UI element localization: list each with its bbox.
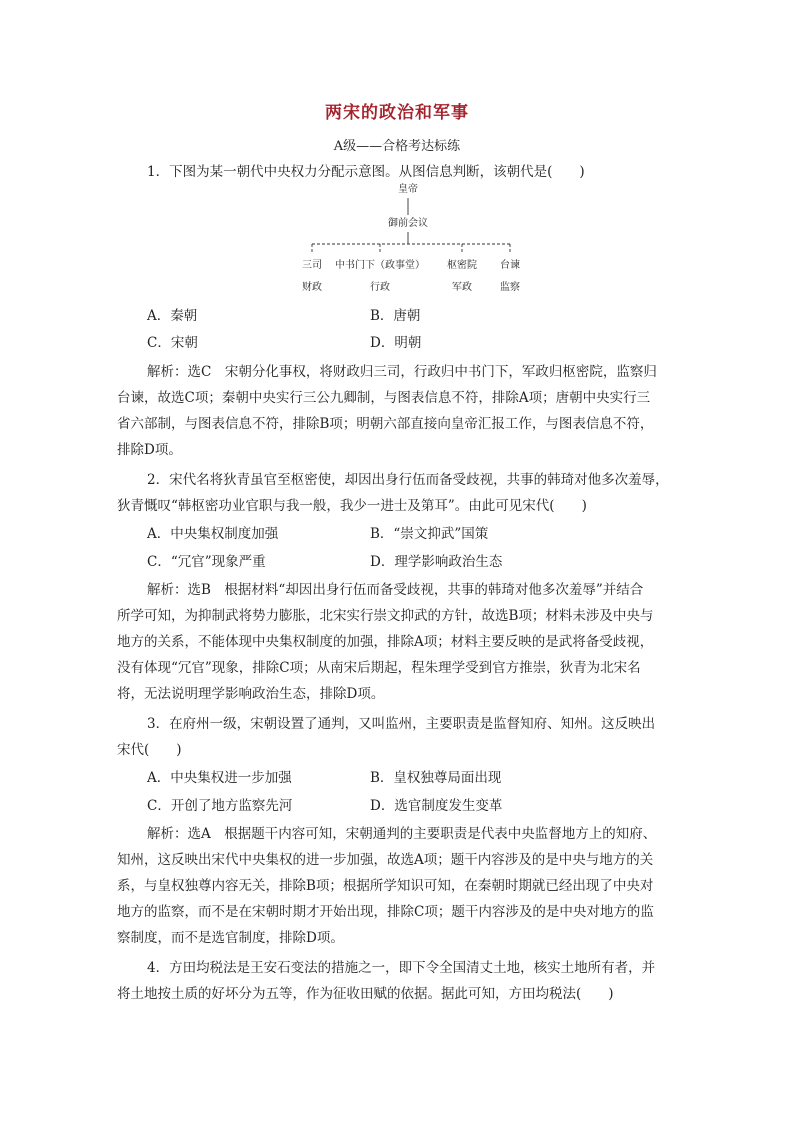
- diagram-node-council: 御前会议: [388, 218, 428, 229]
- q3-option-d: D．选官制度发生变革: [370, 798, 503, 814]
- q3-option-c: C．开创了地方监察先河: [147, 798, 293, 814]
- diagram-role-supervision: 监察: [500, 282, 520, 293]
- diagram-node-taijian: 台谏: [500, 260, 520, 271]
- q3-stem-line: 3．在府州一级，宋朝设置了通判，又叫监州，主要职责是监督知府、知州。这反映出: [147, 716, 656, 732]
- page-title: 两宋的政治和军事: [325, 103, 469, 123]
- diagram-node-shumiyuan: 枢密院: [447, 260, 477, 271]
- q2-analysis-line: 将，无法说明理学影响政治生态，排除D项。: [117, 686, 385, 702]
- q2-analysis-line: 地方的关系，不能体现中央集权制度的加强，排除A项；材料主要反映的是武将备受歧视，: [117, 634, 654, 650]
- diagram-node-sansi: 三司: [302, 260, 322, 271]
- diagram-role-military: 军政: [452, 282, 472, 293]
- q3-stem-line: 宋代( ): [117, 742, 182, 758]
- diagram-node-emperor: 皇帝: [398, 184, 418, 195]
- q1-option-b: B．唐朝: [370, 308, 421, 324]
- q1-analysis-line: 排除D项。: [117, 442, 182, 458]
- q2-option-d: D．理学影响政治生态: [370, 554, 503, 570]
- q3-analysis-line: 解析：选A 根据题干内容可知，宋朝通判的主要职责是代表中央监督地方上的知府、: [147, 826, 657, 842]
- q3-option-b: B．皇权独尊局面出现: [370, 770, 502, 786]
- diagram-node-zhongshu: 中书门下（政事堂）: [335, 260, 425, 271]
- diagram-role-admin: 行政: [370, 282, 390, 293]
- q4-stem-line: 4．方田均税法是王安石变法的措施之一，即下令全国清丈土地，核实土地所有者，并: [147, 960, 656, 976]
- q4-stem-line: 将土地按土质的好坏分为五等，作为征收田赋的依据。据此可知，方田均税法( ): [117, 986, 614, 1002]
- q3-analysis-line: 察制度，而不是选官制度，排除D项。: [117, 930, 344, 946]
- q2-analysis-line: 所学可知，为抑制武将势力膨胀，北宋实行崇文抑武的方针，故选B项；材料未涉及中央与: [117, 608, 654, 624]
- q3-analysis-line: 系，与皇权独尊内容无关，排除B项；根据所学知识可知，在秦朝时期就已经出现了中央对: [117, 878, 654, 894]
- diagram-role-finance: 财政: [302, 282, 322, 293]
- q1-option-d: D．明朝: [370, 335, 422, 351]
- q1-stem: 1．下图为某一朝代中央权力分配示意图。从图信息判断，该朝代是( ): [147, 164, 585, 180]
- q2-option-a: A．中央集权制度加强: [147, 526, 279, 542]
- q1-analysis-line: 省六部制，与图表信息不符，排除B项；明朝六部直接向皇帝汇报工作，与图表信息不符，: [117, 416, 654, 432]
- q1-analysis-line: 台谏，故选C项；秦朝中央实行三公九卿制，与图表信息不符，排除A项；唐朝中央实行三: [117, 390, 651, 406]
- section-level: A级——合格考达标练: [333, 139, 461, 154]
- q2-option-c: C．“冗官”现象严重: [147, 554, 266, 570]
- q2-analysis-line: 没有体现“冗官”现象，排除C项；从南宋后期起，程朱理学受到官方推崇，狄青为北宋名: [117, 660, 641, 676]
- q1-option-c: C．宋朝: [147, 335, 198, 351]
- power-distribution-diagram: [290, 182, 530, 294]
- q2-stem-line: 2．宋代名将狄青虽官至枢密使，却因出身行伍而备受歧视，共事的韩琦对他多次羞辱，: [147, 472, 669, 488]
- q1-analysis-line: 解析：选C 宋朝分化事权，将财政归三司，行政归中书门下，军政归枢密院，监察归: [147, 364, 657, 380]
- q1-option-a: A．秦朝: [147, 308, 198, 324]
- q3-analysis-line: 知州，这反映出宋代中央集权的进一步加强，故选A项；题干内容涉及的是中央与地方的关: [117, 852, 654, 868]
- q3-option-a: A．中央集权进一步加强: [147, 770, 292, 786]
- q2-stem-line: 狄青慨叹“韩枢密功业官职与我一般，我少一进士及第耳”。由此可见宋代( ): [117, 498, 587, 514]
- q2-option-b: B．“崇文抑武”国策: [370, 526, 489, 542]
- q3-analysis-line: 地方的监察，而不是在宋朝时期才开始出现，排除C项；题干内容涉及的是中央对地方的监: [117, 904, 654, 920]
- q2-analysis-line: 解析：选B 根据材料“却因出身行伍而备受歧视，共事的韩琦对他多次羞辱”并结合: [147, 582, 644, 598]
